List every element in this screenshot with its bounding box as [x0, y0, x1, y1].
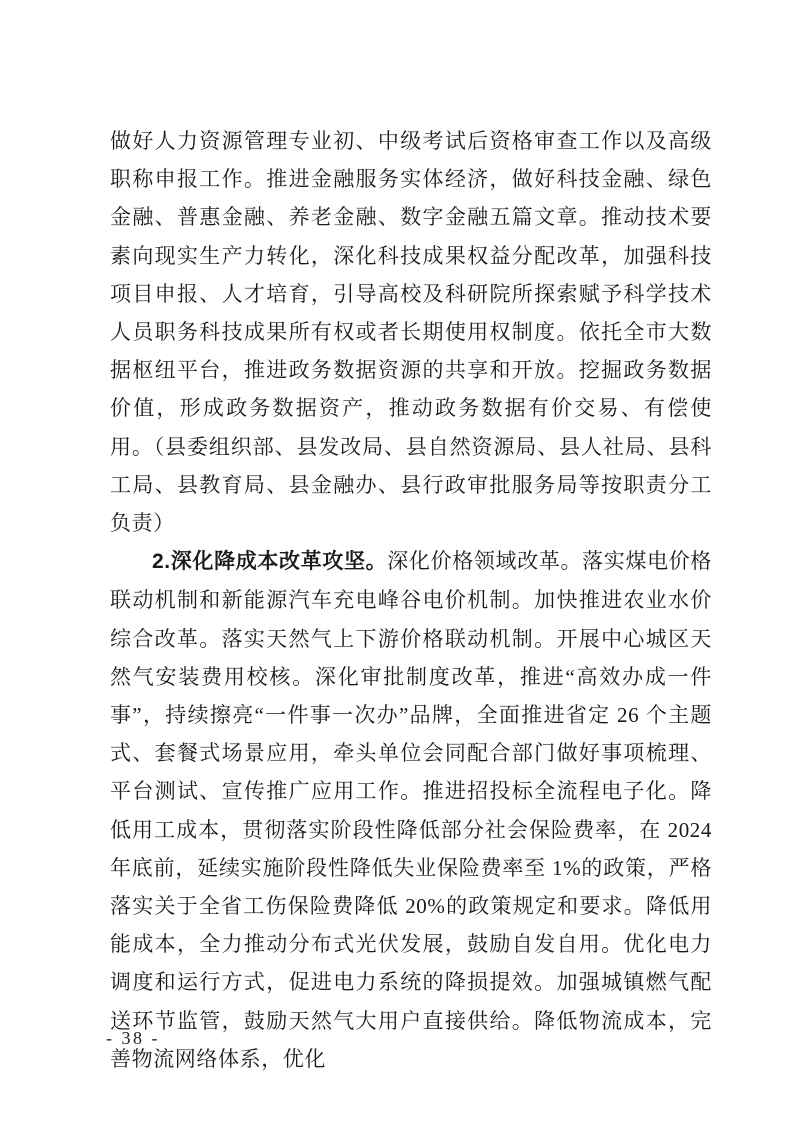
- paragraph-text: 做好人力资源管理专业初、中级考试后资格审查工作以及高级职称申报工作。推进金融服务实体经济，做好科技金融、绿色金融、普惠金融、养老金融、数字金融五篇文章。推动技术要素向现实生产力转化，深化科技成果权益分配改革，加强科技项目申报、人才培育，引导高校及科研院所探索赋予科学技术人员职务科技成果所有权或者长期使用权制度。依托全市大数据枢纽平台，推进政务数据资源的共享和开放。挖掘政务数据价值，形成政务数据资产，推动政务数据有价交易、有偿使用。（县委组织部、县发改局、县自然资源局、县人社局、县科工局、县教育局、县金融办、县行政审批服务局等按职责分工负责）: [110, 129, 712, 536]
- paragraph-continuation: [110, 122, 712, 542]
- paragraph-item-2: [110, 542, 712, 1078]
- document-body: [110, 122, 712, 1078]
- paragraph-text: 深化价格领域改革。落实煤电价格联动机制和新能源汽车充电峰谷电价机制。加快推进农业水价综合改革。落实天然气上下游价格联动机制。开展中心城区天然气安装费用校核。深化审批制度改革，推进“高效办成一件事”，持续擦亮“一件事一次办”品牌，全面推进省定 26 个主题式、套餐式场景应用，牵头单位会同配合部门做好事项梳理、平台测试、宣传推广应用工作。推进招投标全流程电子化。降低用工成本，贯彻落实阶段性降低部分社会保险费率，在 2024 年底前，延续实施阶段性降低失业保险费率至 1%的政策，严格落实关于全省工伤保险费降低 20%的政策规定和要求。降低用能成本，全力推动分布式光伏发展，鼓励自发自用。优化电力调度和运行方式，促进电力系统的降损提效。加强城镇燃气配送环节监管，鼓励天然气大用户直接供给。降低物流成本，完善物流网络体系，优化: [110, 549, 712, 1071]
- page-number: - 38 -: [106, 1028, 160, 1048]
- paragraph-lead-heading: 2.深化降成本改革攻坚。: [152, 550, 388, 574]
